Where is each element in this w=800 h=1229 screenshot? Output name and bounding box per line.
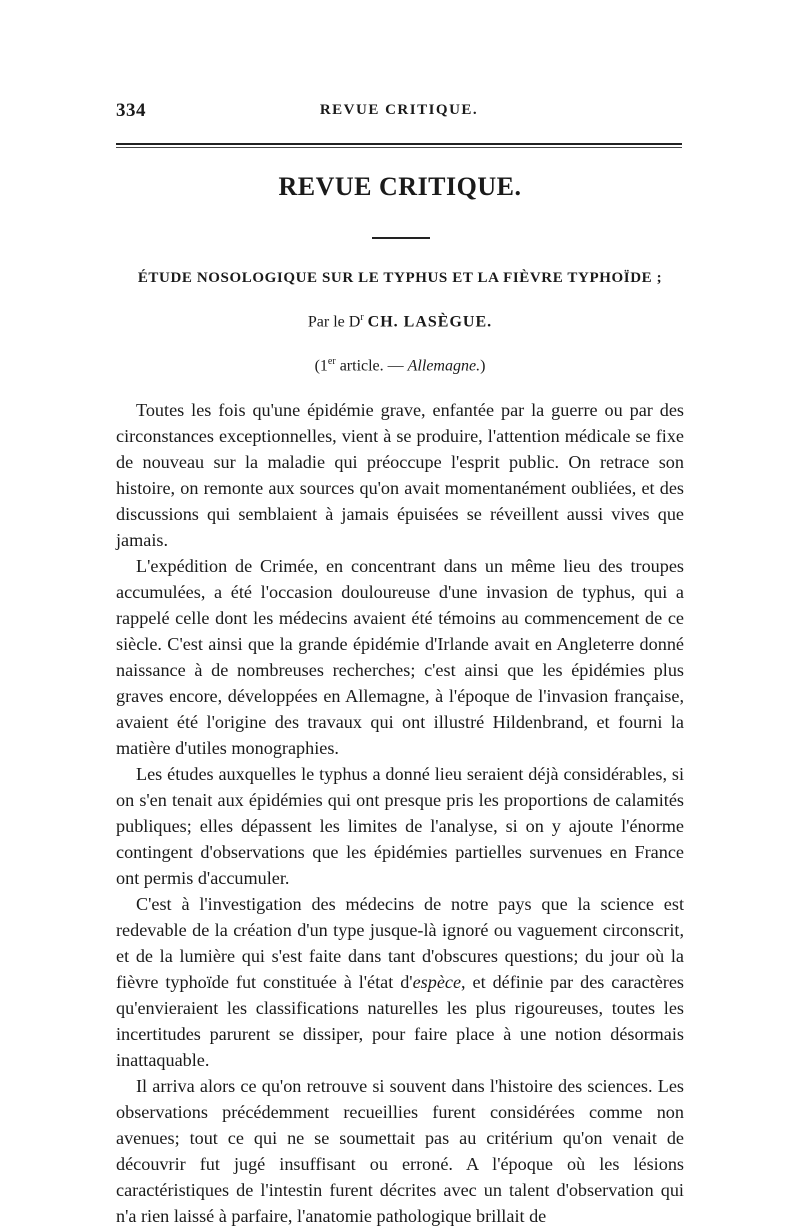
- paragraph-4-italic: espèce: [412, 972, 462, 992]
- paragraph-4: [116, 891, 684, 1073]
- paragraph-4-after: , et définie par des caractères qu'envieraient les classifications naturelles les plus rigoureuses, toutes les incertitudes parurent se dissiper, pour faire place à une notion désormais inattaquable.: [116, 972, 684, 1070]
- header-rule: [116, 143, 682, 148]
- article-note: [0, 356, 800, 375]
- body-text: [116, 397, 684, 1229]
- article-subtitle: ÉTUDE NOSOLOGIQUE SUR LE TYPHUS ET LA FIÈVRE TYPHOÏDE ;: [137, 270, 663, 286]
- note-mid: article. —: [335, 357, 408, 375]
- paragraph-4-before: C'est à l'investigation des médecins de notre pays que la science est redevable de la création d'un type jusque-là ignoré ou vaguement circonscrit, et de la lumière qui s'est faite dans tant d'obscures questions; du jour où la fièvre typhoïde fut constituée à l'état d': [116, 894, 684, 992]
- running-title: REVUE CRITIQUE.: [319, 102, 479, 118]
- paragraph-1: Toutes les fois qu'une épidémie grave, enfantée par la guerre ou par des circonstances exceptionnelles, vient à se produire, l'attention médicale se fixe de nouveau sur la maladie qui préoccupe l'esprit public. On retrace son histoire, on remonte aux sources qu'on avait momentanément oubliées, et des discussions qui semblaient à jamais épuisées se réveillent aussi vives que jamais.: [116, 400, 684, 550]
- running-head: [116, 100, 682, 124]
- note-sup: er: [327, 356, 336, 367]
- paragraph-3: Les études auxquelles le typhus a donné lieu seraient déjà considérables, si on s'en tenait aux épidémies qui ont presque pris les proportions de calamités publiques; elles dépassent les limites de l'analyse, si on y ajoute l'énorme contingent d'observations que les épidémies partielles survenues en France ont permis d'accumuler.: [116, 764, 684, 888]
- paragraph-5: Il arriva alors ce qu'on retrouve si souvent dans l'histoire des sciences. Les observations précédemment recueillies furent considérées comme non avenues; tout ce qui ne se soumettait pas au critérium qu'on venait de découvrir fut jugé insuffisant ou erroné. A l'époque où les lésions caractéristiques de l'intestin furent décrites avec un talent d'observation qui n'a rien laissé à parfaire, l'anatomie pathologique brillait de: [116, 1076, 684, 1226]
- author-prefix: Par le D: [307, 313, 361, 331]
- article-title: REVUE CRITIQUE.: [278, 172, 522, 201]
- note-open: (1: [314, 357, 328, 375]
- page-number: 334: [116, 100, 146, 121]
- note-close: ): [480, 357, 486, 375]
- author-name: CH. LASÈGUE.: [367, 313, 493, 331]
- note-italic: Allemagne.: [407, 357, 481, 375]
- author-line: [0, 312, 800, 331]
- author-prefix-sup: r: [360, 312, 364, 323]
- paragraph-2: L'expédition de Crimée, en concentrant dans un même lieu des troupes accumulées, a été l'occasion douloureuse d'une invasion de typhus, qui a rappelé celle dont les médecins avaient été témoins au commencement de ce siècle. C'est ainsi que la grande épidémie d'Irlande avait en Angleterre donné naissance à de nombreuses recherches; c'est ainsi que les épidémies plus graves encore, développées en Allemagne, à l'époque de l'invasion française, avaient été l'origine des travaux qui ont illustré Hildenbrand, et fourni la matière d'utiles monographies.: [116, 556, 684, 758]
- title-rule: [372, 237, 430, 239]
